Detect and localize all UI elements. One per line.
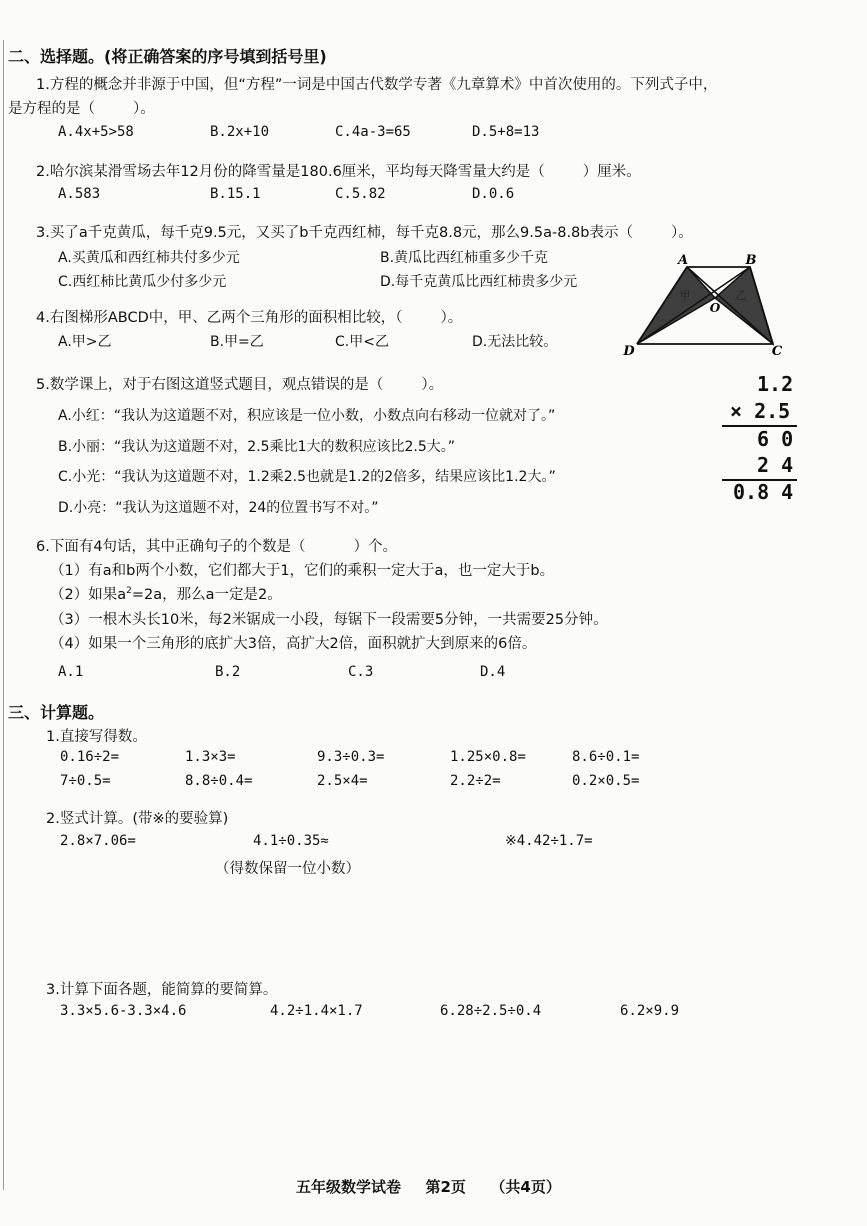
vertical-top-number: 1.2: [757, 372, 794, 396]
footer-page-number: 第2页: [425, 1178, 466, 1196]
q6-stem-text: 6.下面有4句话，其中正确句子的个数是（: [36, 539, 306, 555]
q1-option-d: D.5+8=13: [472, 124, 540, 140]
q1-line1: 1.方程的概念并非源于中国，但“方程”一词是中国古代数学专著《九章算术》中首次使用的。下列式子中，: [36, 77, 718, 93]
trapezoid-figure: [615, 252, 795, 360]
footer-title: 五年级数学试卷: [296, 1178, 402, 1196]
label-b: B: [745, 253, 757, 268]
calc-part-2-title: 2.竖式计算。(带※的要验算): [46, 811, 229, 827]
direct-calc-9: 2.2÷2=: [450, 773, 501, 789]
q6-statement-4: （4）如果一个三角形的底扩大3倍，高扩大2倍，面积就扩大到原来的6倍。: [50, 636, 537, 652]
section-2-title: 二、选择题。(将正确答案的序号填到括号里): [8, 47, 327, 66]
q4-stem: [36, 306, 462, 327]
q4-option-d: D.无法比较。: [472, 334, 558, 350]
q2-option-d: D.0.6: [472, 186, 515, 202]
vertical-result: 0.8 4: [733, 480, 794, 504]
q5-stem: [36, 373, 443, 394]
calc-part-3-title: 3.计算下面各题，能简算的要简算。: [46, 982, 278, 998]
q5-stem-text: 5.数学课上，对于右图这道竖式题目，观点错误的是（: [36, 377, 384, 393]
q4-option-c: C.甲<乙: [335, 334, 389, 350]
q6-s2-pre: （2）如果a: [50, 587, 127, 603]
section-3-title: 三、计算题。: [8, 703, 105, 722]
direct-calc-5: 8.6÷0.1=: [572, 749, 640, 765]
page-edge-rule: [3, 40, 4, 1190]
q3-option-c: C.西红柿比黄瓜少付多少元: [58, 274, 227, 290]
direct-calc-10: 0.2×0.5=: [572, 773, 640, 789]
rounding-note: （得数保留一位小数）: [215, 861, 360, 877]
q3-option-d: D.每千克黄瓜比西红柿贵多少元: [380, 274, 578, 290]
q3-stem-text: 3.买了a千克黄瓜，每千克9.5元，又买了b千克西红柿，每千克8.8元，那么9.5a-8.8b表示（: [36, 225, 633, 241]
q6-option-b: B.2: [215, 664, 241, 680]
vertical-calc-1: 2.8×7.06=: [60, 833, 136, 849]
q5-stem-end: ）。: [421, 377, 444, 393]
simplify-calc-3: 6.28÷2.5÷0.4: [440, 1003, 542, 1019]
q6-s2-exponent: 2: [126, 586, 132, 597]
triangle-jia: [637, 267, 715, 344]
direct-calc-3: 9.3÷0.3=: [317, 749, 385, 765]
q4-stem-end: ）。: [440, 310, 463, 326]
q2-option-b: B.15.1: [210, 186, 261, 202]
q6-option-d: D.4: [480, 664, 506, 680]
q3-option-a: A.买黄瓜和西红柿共付多少元: [58, 250, 240, 266]
q4-stem-text: 4.右图梯形ABCD中，甲、乙两个三角形的面积相比较，（: [36, 310, 403, 326]
vertical-calc-3: ※4.42÷1.7=: [505, 833, 593, 849]
q4-option-b: B.甲=乙: [210, 334, 264, 350]
q1-option-b: B.2x+10: [210, 124, 270, 140]
q5-option-b: B.小丽：“我认为这道题不对，2.5乘比1大的数积应该比2.5大。”: [58, 439, 455, 455]
footer-total-pages: （共4页）: [490, 1178, 561, 1196]
q6-stem: [36, 535, 397, 556]
simplify-calc-2: 4.2÷1.4×1.7: [270, 1003, 363, 1019]
q1-stem-end: ）。: [133, 101, 155, 117]
q6-s2-post: =2a，那么a一定是2。: [131, 587, 282, 603]
q1-line2: [8, 97, 155, 118]
q6-statement-2: [50, 583, 282, 604]
vertical-multiplier: × 2.5: [730, 399, 791, 423]
simplify-calc-4: 6.2×9.9: [620, 1003, 680, 1019]
q3-option-b: B.黄瓜比西红柿重多少千克: [380, 250, 549, 266]
label-c: C: [771, 344, 783, 359]
label-d: D: [623, 344, 635, 359]
vertical-partial-2: 2 4: [757, 453, 794, 477]
q2-option-a: A.583: [58, 186, 101, 202]
label-jia: 甲: [679, 289, 691, 302]
q5-option-d: D.小亮：“我认为这道题不对，24的位置书写不对。”: [58, 500, 379, 516]
q6-statement-3: （3）一根木头长10米，每2米锯成一小段，每锯下一段需要5分钟，一共需要25分钟。: [50, 612, 608, 628]
q5-option-a: A.小红：“我认为这道题不对，积应该是一位小数，小数点向右移动一位就对了。”: [58, 408, 556, 424]
q3-stem: [36, 221, 693, 242]
direct-calc-8: 2.5×4=: [317, 773, 368, 789]
vertical-partial-1: 6 0: [757, 427, 794, 451]
q3-stem-end: ）。: [670, 225, 693, 241]
q6-option-a: A.1: [58, 664, 84, 680]
vertical-calc-2: 4.1÷0.35≈: [253, 833, 329, 849]
q2-option-c: C.5.82: [335, 186, 386, 202]
calc-part-1-title: 1.直接写得数。: [46, 729, 147, 745]
simplify-calc-1: 3.3×5.6-3.3×4.6: [60, 1003, 187, 1019]
direct-calc-7: 8.8÷0.4=: [185, 773, 253, 789]
label-o: O: [709, 301, 721, 315]
q1-option-a: A.4x+5>58: [58, 124, 134, 140]
q2-stem: [36, 160, 641, 181]
q4-option-a: A.甲>乙: [58, 334, 112, 350]
q6-option-c: C.3: [348, 664, 374, 680]
q2-stem-end: ）厘米。: [582, 164, 641, 180]
direct-calc-1: 0.16÷2=: [60, 749, 120, 765]
q1-option-c: C.4a-3=65: [335, 124, 411, 140]
q5-option-c: C.小光：“我认为这道题不对，1.2乘2.5也就是1.2的2倍多，结果应该比1.2大。”: [58, 469, 556, 485]
direct-calc-2: 1.3×3=: [185, 749, 236, 765]
label-a: A: [677, 253, 689, 268]
label-yi: 乙: [735, 289, 747, 302]
triangle-yi: [715, 267, 773, 344]
q2-stem-text: 2.哈尔滨某滑雪场去年12月份的降雪量是180.6厘米，平均每天降雪量大约是（: [36, 164, 545, 180]
direct-calc-4: 1.25×0.8=: [450, 749, 526, 765]
q6-statement-1: （1）有a和b两个小数，它们都大于1，它们的乘积一定大于a，也一定大于b。: [50, 563, 555, 579]
page-footer: [296, 1176, 561, 1197]
q6-stem-end: ）个。: [353, 539, 398, 555]
q1-stem: 是方程的是（: [8, 101, 95, 117]
direct-calc-6: 7÷0.5=: [60, 773, 111, 789]
